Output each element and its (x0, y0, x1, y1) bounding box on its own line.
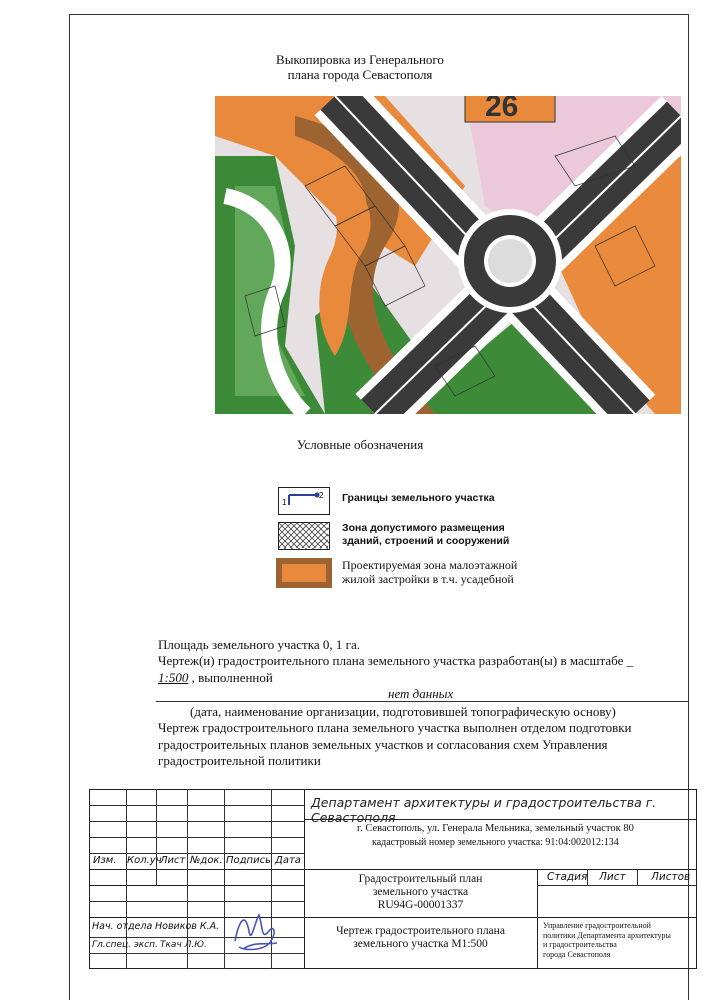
scale-value: 1:500 (158, 670, 189, 685)
col-date: Дата (275, 855, 301, 866)
address-text: г. Севастополь, ул. Генерала Мельника, земельный участок 80 (357, 823, 634, 834)
area-text: Площадь земельного участка 0, 1 га. (158, 637, 360, 652)
page-title (0, 52, 720, 82)
para-line-1: Чертеж градостроительного плана земельного участка выполнен отделом подготовки (158, 720, 632, 735)
title-line-2: плана города Севастополя (287, 67, 433, 82)
signature-icon (225, 901, 285, 963)
svg-text:2: 2 (319, 491, 324, 500)
role-head: Нач. отдела (92, 921, 153, 932)
underline (156, 701, 689, 702)
department-name: Департамент архитектуры и градостроительства г. Севастополя (311, 795, 657, 825)
org-note: (дата, наименование организации, подготовившей топографическую основу) (190, 704, 616, 719)
name-head: Новиков К.А. (155, 921, 220, 932)
para-line-3: градостроительной политики (158, 753, 321, 768)
col-doc: №док. (190, 855, 223, 866)
legend-title: Условные обозначения (296, 437, 424, 452)
cadastral-number: кадастровый номер земельного участка: 91:04:002012:134 (372, 837, 619, 848)
legend-label-boundary: Границы земельного участка (342, 492, 495, 504)
name-specialist: Ткач Л.Ю. (160, 940, 207, 950)
orange-zone-icon (276, 558, 332, 588)
scale-text: Чертеж(и) градостроительного плана земельного участка разработан(ы) в масштабе _ (158, 653, 634, 668)
stage-label: Стадия (547, 871, 588, 883)
boundary-line-icon (278, 487, 330, 515)
master-plan-map (215, 96, 681, 414)
title-line-1: Выкопировка из Генерального (276, 52, 444, 67)
para-line-2: градостроительных планов земельных участков и согласования схем Управления (158, 737, 608, 752)
organization: Управление градостроительной политики Департамента архитектуры и градостроительства города Севастополя (543, 921, 671, 959)
col-sign: Подпись (226, 855, 271, 866)
col-list: Лист (160, 855, 186, 866)
map-drawing (215, 96, 681, 414)
drawing-title: Чертеж градостроительного плана земельного участка М1:500 (336, 925, 505, 950)
legend-label-zone: Зона допустимого размещения зданий, строений и сооружений (342, 522, 510, 547)
sheets-label: Листов (651, 871, 691, 883)
hatched-zone-icon (278, 522, 330, 550)
doc-title: Градостроительный план земельного участка RU94G-00001337 (358, 873, 483, 911)
title-block (89, 789, 697, 969)
sheet-label: Лист (599, 871, 626, 883)
role-specialist: Гл.спец. эксп. (92, 940, 158, 950)
map-zone-label: 26 (485, 96, 519, 123)
col-izm: Изм. (93, 855, 117, 866)
legend-label-residential: Проектируемая зона малоэтажной жилой застройки в т.ч. усадебной (342, 558, 518, 586)
svg-text:1: 1 (282, 498, 287, 507)
no-data-text: нет данных (388, 686, 454, 701)
scale-value-line (158, 670, 273, 686)
col-kol: Кол.уч (127, 855, 162, 866)
scale-suffix: , выполненной (191, 670, 273, 685)
